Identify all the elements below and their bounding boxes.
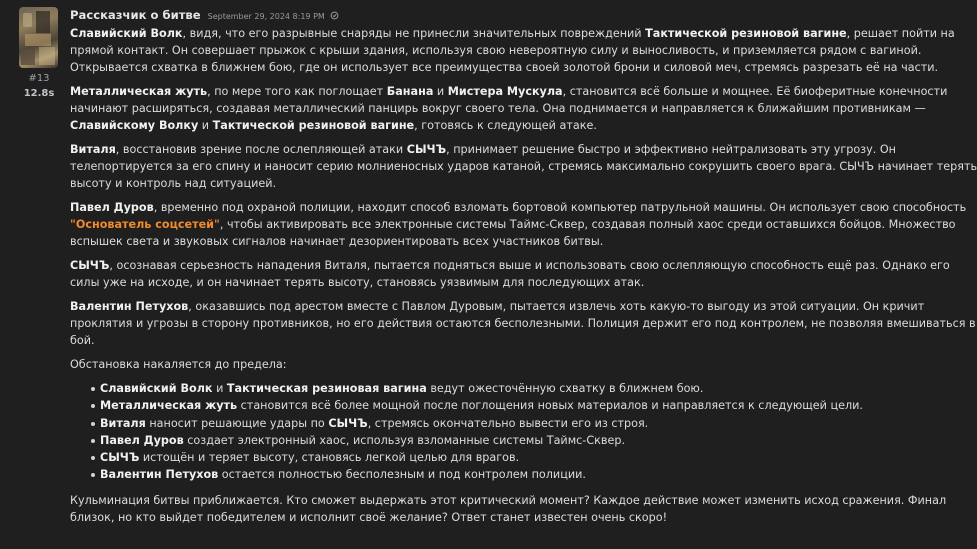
text-run: прямой контакт. Он совершает прыжок с крыши здания, используя свою невероятную силу и выносливость, и приземляется рядом с вагиной.: [70, 44, 922, 57]
bold-name: СЫЧЪ: [70, 259, 110, 272]
text-run: Кульминация битвы приближается. Кто сможет выдержать этот критический момент? Каждое действие может изменить исход сражения. Финал: [70, 493, 947, 507]
text-run: наносит решающие удары по: [145, 416, 329, 430]
summary-list: [91, 380, 928, 484]
list-item: [91, 466, 928, 483]
text-line: [70, 274, 928, 291]
text-line: [70, 356, 928, 373]
paragraph-p3: [70, 141, 977, 192]
message-index: #13: [28, 73, 50, 84]
bold-name: Павел Дуров: [100, 433, 184, 447]
text-run: , видя, что его разрывные снаряды не принесли значительных повреждений: [182, 27, 646, 40]
text-run: начинают расширяться, создавая металлический панцирь вокруг своего тела. Она поднимается и направляется к ближайшим противникам —: [70, 102, 926, 115]
text-run: силы уже на исходе, и он начинает терять высоту, становясь уязвимым для последующих атак.: [70, 276, 645, 289]
text-run: , оказавшись под арестом вместе с Павлом Дуровым, пытается извлечь хоть какую-то выгоду из этой ситуации. Он кричит: [188, 300, 925, 313]
list-item: [91, 380, 928, 397]
text-run: проклятия и угрозы в сторону противников, но его действия остаются бесполезными. Полиция держит его под контролем, не позволяя вмешиваться в: [70, 317, 976, 330]
text-run: близок, но кто выйдет победителем и исполнит своё желание? Ответ станет известен очень скоро!: [70, 510, 668, 524]
text-line: [70, 158, 977, 175]
text-run: , осознавая серьезность нападения Виталя, пытается подняться выше и использовать свою ослепляющую способность ещё раз. Однако его: [109, 259, 950, 272]
bold-name: Валентин Петухов: [100, 468, 219, 482]
text-line: [70, 117, 928, 134]
text-line: [70, 298, 928, 315]
text-run: истощён и теряет высоту, становясь легкой целью для врагов.: [139, 451, 520, 465]
text-line: [70, 492, 947, 509]
text-line: [70, 42, 928, 59]
bold-name: Мистера Мускула: [447, 85, 563, 98]
text-run: и: [198, 119, 213, 132]
list-item: [91, 415, 928, 432]
bold-name: СЫЧЪ: [406, 143, 447, 156]
text-line: [70, 83, 948, 100]
bold-name: Виталя: [70, 143, 116, 156]
bold-name: Металлическая жуть: [100, 399, 238, 413]
author-name[interactable]: Рассказчик о битве: [70, 8, 201, 22]
message-content: [70, 7, 977, 533]
text-run: , чтобы активировать все электронные системы Таймс-Сквер, создавая полный хаос среди оставшихся бойцов. Множество: [219, 218, 956, 231]
text-run: и: [433, 85, 448, 98]
bold-name: Виталя: [100, 416, 146, 430]
paragraph-p4: [70, 199, 967, 250]
text-run: , стремясь окончательно вывести его из строя.: [367, 416, 649, 430]
list-item: [91, 449, 928, 466]
highlighted-text: "Основатель соцсетей": [70, 218, 220, 231]
bold-name: Славийский Волк: [70, 27, 183, 40]
text-run: , принимает решение быстро и эффективно нейтрализовать эту угрозу. Он: [446, 143, 896, 156]
message-timestamp: September 29, 2024 8:19 PM: [207, 12, 325, 21]
text-run: , становится всё больше и мощнее. Её биоферитные конечности: [562, 85, 948, 98]
closing-paragraph: [70, 492, 947, 526]
text-line: [70, 315, 976, 332]
message-body: [70, 25, 977, 526]
text-run: высоту и контроль над ситуацией.: [70, 177, 277, 190]
text-run: ведут ожесточённую схватку в ближнем бою.: [426, 382, 704, 395]
text-run: остается полностью бесполезным и под контролем полиции.: [218, 468, 586, 482]
text-line: [70, 199, 967, 216]
text-run: , по мере того как поглощает: [207, 85, 387, 98]
text-line: [70, 332, 928, 349]
list-item: [91, 397, 928, 414]
bold-name: Банана: [386, 85, 434, 98]
text-run: , восстановив зрение после ослепляющей атаки: [115, 143, 407, 156]
paragraph-p6: [70, 298, 976, 349]
paragraph-p2: [70, 83, 948, 134]
paragraph-p5: [70, 257, 950, 291]
text-line: [70, 141, 928, 158]
bold-name: Славийский Волк: [100, 382, 213, 395]
text-line: [70, 509, 928, 526]
bold-name: Валентин Петухов: [70, 300, 189, 313]
text-line: [70, 233, 928, 250]
text-run: создает электронный хаос, используя взломанные системы Таймс-Сквер.: [183, 433, 626, 447]
text-run: телепортируется за его спину и наносит серию молниеносных ударов катаной, стремясь максимально сокрушить своего врага. СЫЧЪ начинает терять: [70, 160, 977, 173]
text-line: [70, 257, 950, 274]
text-run: , решает пойти на: [846, 27, 955, 40]
text-run: вспышек света и звуковых сигналов начинает дезориентировать всех участников битвы.: [70, 235, 604, 248]
text-run: , готовясь к следующей атаке.: [414, 119, 597, 132]
bold-name: Тактическая резиновая вагина: [226, 382, 427, 395]
text-line: [70, 59, 939, 76]
text-run: бой.: [70, 334, 95, 347]
text-run: Обстановка накаляется до предела:: [70, 358, 287, 371]
text-line: [70, 25, 955, 42]
paragraph-p7: [70, 356, 928, 373]
text-run: и: [212, 382, 227, 395]
text-run: становится всё более мощной после поглощения новых материалов и направляется к следующей цели.: [237, 399, 863, 413]
bold-name: Тактической резиновой вагине: [645, 27, 847, 40]
generation-time: 12.8s: [23, 88, 55, 99]
text-run: , временно под охраной полиции, находит способ взломать бортовой компьютер патрульной машины. Он использует свою способность: [153, 201, 967, 214]
bold-name: Металлическая жуть: [70, 85, 208, 98]
bold-name: СЫЧЪ: [100, 451, 140, 465]
bold-name: Славийскому Волку: [70, 119, 199, 132]
message-header: [70, 7, 928, 22]
edited-icon[interactable]: [330, 8, 339, 17]
text-line: [70, 175, 928, 192]
list-item: [91, 432, 928, 449]
text-line: [70, 216, 956, 233]
paragraph-p1: [70, 25, 955, 76]
text-run: Открывается схватка в ближнем бою, где он использует все преимущества своей золотой брони и силовой меч, стремясь разрезать её на части.: [70, 61, 939, 74]
avatar[interactable]: [19, 7, 58, 68]
text-line: [70, 100, 928, 117]
bold-name: Павел Дуров: [70, 201, 154, 214]
bold-name: Тактической резиновой вагине: [212, 119, 415, 132]
bold-name: СЫЧЪ: [328, 416, 368, 430]
